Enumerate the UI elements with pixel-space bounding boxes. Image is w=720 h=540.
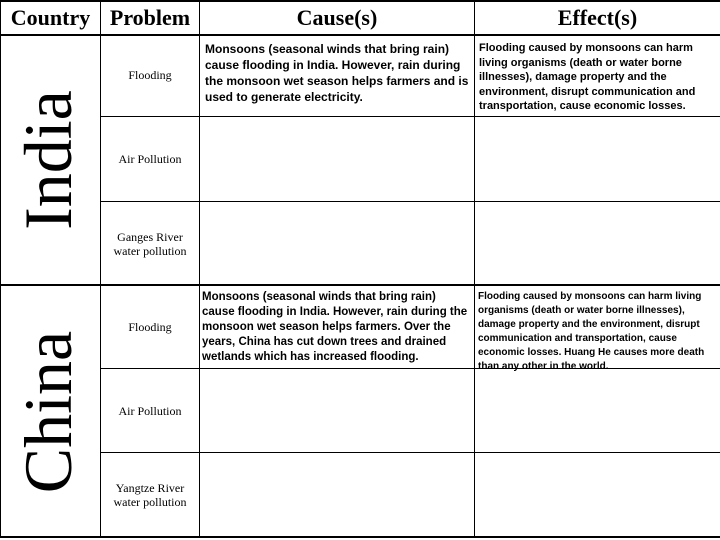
problem-india-air-pollution: Air Pollution	[118, 152, 182, 166]
row-rule	[100, 201, 720, 202]
column-rule	[100, 0, 101, 538]
country-label-china: China	[10, 330, 86, 494]
column-rule	[199, 0, 200, 538]
header-country: Country	[10, 5, 91, 30]
table-border-left	[0, 0, 1, 538]
country-divider-rule	[0, 284, 720, 286]
problem-china-air-pollution: Air Pollution	[118, 404, 182, 418]
header-effects: Effect(s)	[557, 5, 638, 30]
country-label-india: India	[10, 90, 86, 230]
india-flooding-effect: Flooding caused by monsoons can harm living organisms (death or water borne illnesses), damage property and the environment, disrupt communication and transportation, cause economic losses.	[479, 42, 696, 112]
row-rule	[100, 452, 720, 453]
problem-india-ganges: Ganges River water pollution	[113, 230, 187, 258]
problem-china-yangtze: Yangtze River water pollution	[113, 481, 187, 509]
header-bottom-rule	[0, 34, 720, 36]
header-problem: Problem	[109, 5, 191, 30]
china-flooding-effect: Flooding caused by monsoons can harm living organisms (death or water borne illnesses), damage property and the environment, disrupt communication and transportation, cause economic losses. Huang He causes more death than any other in the world.	[478, 291, 705, 372]
problem-india-flooding: Flooding	[128, 68, 172, 82]
table-border-bottom	[0, 536, 720, 538]
problem-china-flooding: Flooding	[128, 320, 172, 334]
china-flooding-cause: Monsoons (seasonal winds that bring rain) cause flooding in India. However, rain during the monsoon wet season helps farmers. Over the years, China has cut down trees and drained wetlands which has increased flooding.	[202, 291, 468, 363]
column-rule	[474, 0, 475, 538]
row-rule	[100, 116, 720, 117]
header-causes: Cause(s)	[296, 5, 378, 30]
india-flooding-cause: Monsoons (seasonal winds that bring rain) cause flooding in India. However, rain during the monsoon wet season helps farmers and is used to generate electricity.	[205, 42, 469, 104]
